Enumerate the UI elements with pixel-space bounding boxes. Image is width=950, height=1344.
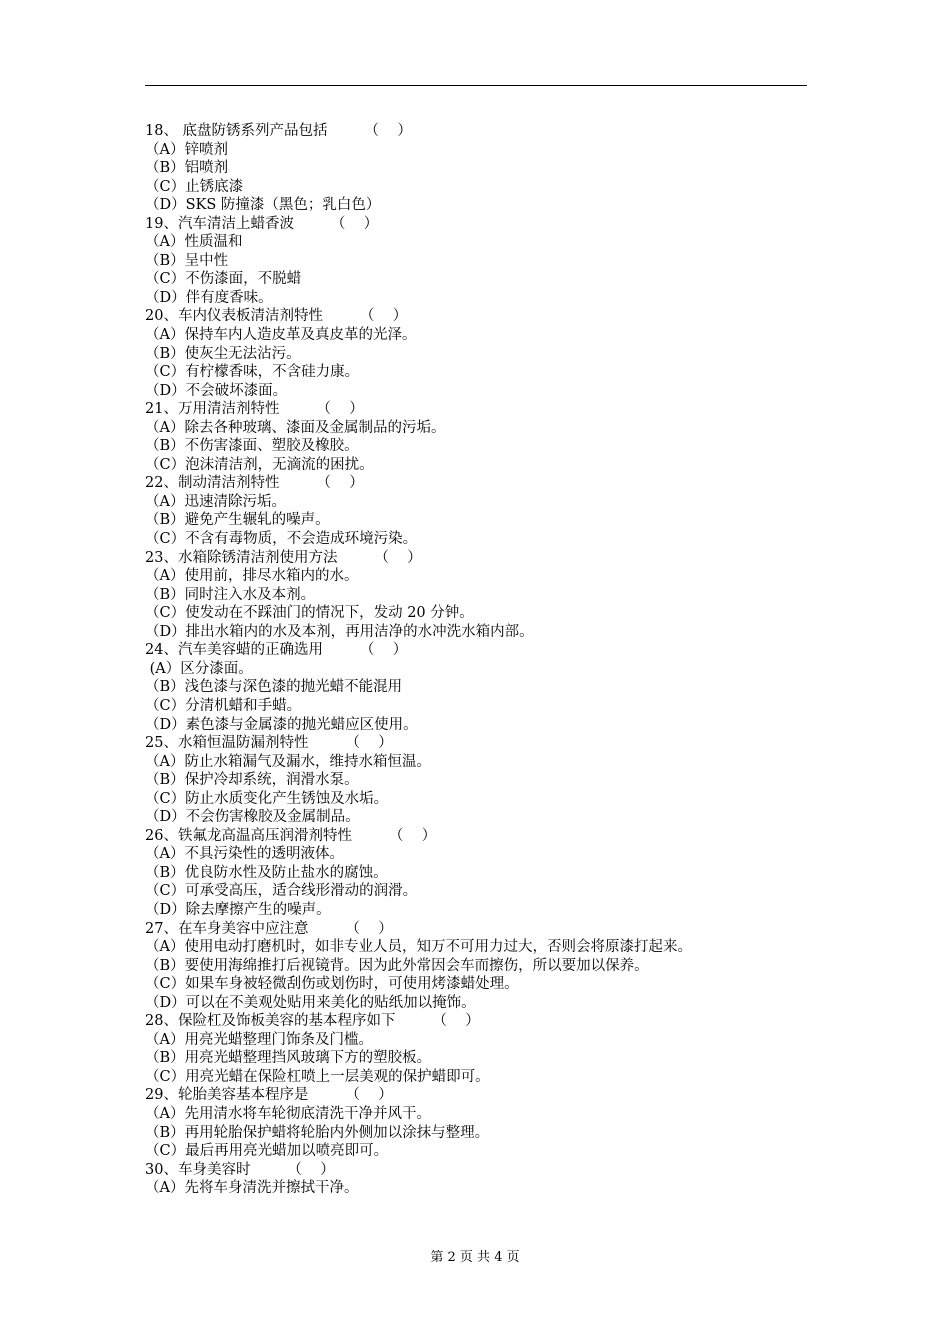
option-line: （C）可承受高压，适合线形滑动的润滑。 bbox=[145, 883, 418, 900]
question-line: 26、铁氟龙高温高压润滑剂特性 （ ） bbox=[145, 827, 437, 844]
option-line: （D）伴有度香味。 bbox=[145, 289, 273, 306]
option-line: （B）铝喷剂 bbox=[145, 160, 229, 177]
option-line: （C）止锈底漆 bbox=[145, 178, 244, 195]
option-line: （A）防止水箱漏气及漏水，维持水箱恒温。 bbox=[145, 753, 431, 770]
question-line: 25、水箱恒温防漏剂特性 （ ） bbox=[145, 735, 393, 752]
option-line: （C）防止水质变化产生锈蚀及水垢。 bbox=[145, 790, 389, 807]
option-line: （B）用亮光蜡整理挡风玻璃下方的塑胶板。 bbox=[145, 1050, 432, 1067]
option-line: （C）不含有毒物质，不会造成环境污染。 bbox=[145, 531, 418, 548]
option-line: （C）用亮光蜡在保险杠喷上一层美观的保护蜡即可。 bbox=[145, 1068, 490, 1085]
option-line: (A）区分漆面。 bbox=[145, 660, 253, 677]
option-line: （D）可以在不美观处贴用来美化的贴纸加以掩饰。 bbox=[145, 994, 476, 1011]
option-line: （B）呈中性 bbox=[145, 252, 229, 269]
option-line: （B）浅色漆与深色漆的抛光蜡不能混用 bbox=[145, 679, 403, 696]
option-line: （D）不会伤害橡胶及金属制品。 bbox=[145, 809, 360, 826]
option-line: （C）如果车身被轻微刮伤或划伤时，可使用烤漆蜡处理。 bbox=[145, 976, 519, 993]
option-line: （D）除去摩擦产生的噪声。 bbox=[145, 901, 331, 918]
option-line: （C）使发动在不踩油门的情况下，发动 20 分钟。 bbox=[145, 605, 474, 622]
option-line: （A）保持车内人造皮革及真皮革的光泽。 bbox=[145, 327, 417, 344]
option-line: （A）性质温和 bbox=[145, 234, 243, 251]
question-line: 23、水箱除锈清洁剂使用方法 （ ） bbox=[145, 549, 422, 566]
question-line: 21、万用清洁剂特性 （ ） bbox=[145, 401, 364, 418]
option-line: （B）要使用海绵推打后视镜背。因为此外常因会车而擦伤，所以要加以保养。 bbox=[145, 957, 649, 974]
option-line: （B）避免产生辗轧的噪声。 bbox=[145, 512, 330, 529]
option-line: （C）泡沫清洁剂，无滴流的困扰。 bbox=[145, 456, 374, 473]
option-line: （C）最后再用亮光蜡加以喷亮即可。 bbox=[145, 1143, 389, 1160]
question-line: 30、车身美容时 （ ） bbox=[145, 1161, 335, 1178]
question-line: 19、汽车清洁上蜡香波 （ ） bbox=[145, 215, 379, 232]
option-line: （A）不具污染性的透明液体。 bbox=[145, 846, 344, 863]
option-line: （A）使用前，排尽水箱内的水。 bbox=[145, 568, 359, 585]
option-line: （A）用亮光蜡整理门饰条及门槛。 bbox=[145, 1031, 373, 1048]
option-line: （B）优良防水性及防止盐水的腐蚀。 bbox=[145, 864, 388, 881]
page-footer: 第 2 页 共 4 页 bbox=[430, 1250, 520, 1265]
question-line: 20、车内仪表板清洁剂特性 （ ） bbox=[145, 308, 408, 325]
option-line: （B）保护冷却系统，润滑水泵。 bbox=[145, 772, 359, 789]
question-line: 27、在车身美容中应注意 （ ） bbox=[145, 920, 393, 937]
header-rule bbox=[145, 85, 807, 86]
question-line: 18、 底盘防锈系列产品包括 （ ） bbox=[145, 123, 412, 139]
option-line: （A）除去各种玻璃、漆面及金属制品的污垢。 bbox=[145, 419, 446, 436]
question-list bbox=[145, 122, 825, 1198]
option-line: （C）分清机蜡和手蜡。 bbox=[145, 697, 302, 714]
option-line: （A）先用清水将车轮彻底清洗干净并风干。 bbox=[145, 1105, 431, 1122]
option-line: （D）素色漆与金属漆的抛光蜡应区使用。 bbox=[145, 716, 418, 733]
option-line: （D）排出水箱内的水及本剂，再用洁净的水冲洗水箱内部。 bbox=[145, 623, 534, 640]
question-line: 28、保险杠及饰板美容的基本程序如下 （ ） bbox=[145, 1013, 480, 1030]
option-line: （B）使灰尘无法沾污。 bbox=[145, 345, 301, 362]
option-line: （D）SKS 防撞漆（黑色；乳白色） bbox=[145, 197, 381, 214]
option-line: （A）锌喷剂 bbox=[145, 141, 228, 158]
option-line: （C）有柠檬香味，不含硅力康。 bbox=[145, 364, 360, 381]
question-line: 22、制动清洁剂特性 （ ） bbox=[145, 475, 364, 492]
option-line: （D）不会破坏漆面。 bbox=[145, 382, 288, 399]
question-line: 29、轮胎美容基本程序是 （ ） bbox=[145, 1087, 393, 1104]
option-line: （A）迅速清除污垢。 bbox=[145, 493, 286, 510]
option-line: （B）同时注入水及本剂。 bbox=[145, 586, 316, 603]
option-line: （A）先将车身清洗并擦拭干净。 bbox=[145, 1180, 359, 1197]
option-line: （B）再用轮胎保护蜡将轮胎内外侧加以涂抹与整理。 bbox=[145, 1124, 490, 1141]
option-line: （B）不伤害漆面、塑胶及橡胶。 bbox=[145, 438, 359, 455]
option-line: （C）不伤漆面，不脱蜡 bbox=[145, 271, 302, 288]
question-line: 24、汽车美容蜡的正确选用 （ ） bbox=[145, 642, 408, 659]
option-line: （A）使用电动打磨机时，如非专业人员，知万不可用力过大，否则会将原漆打起来。 bbox=[145, 939, 692, 956]
